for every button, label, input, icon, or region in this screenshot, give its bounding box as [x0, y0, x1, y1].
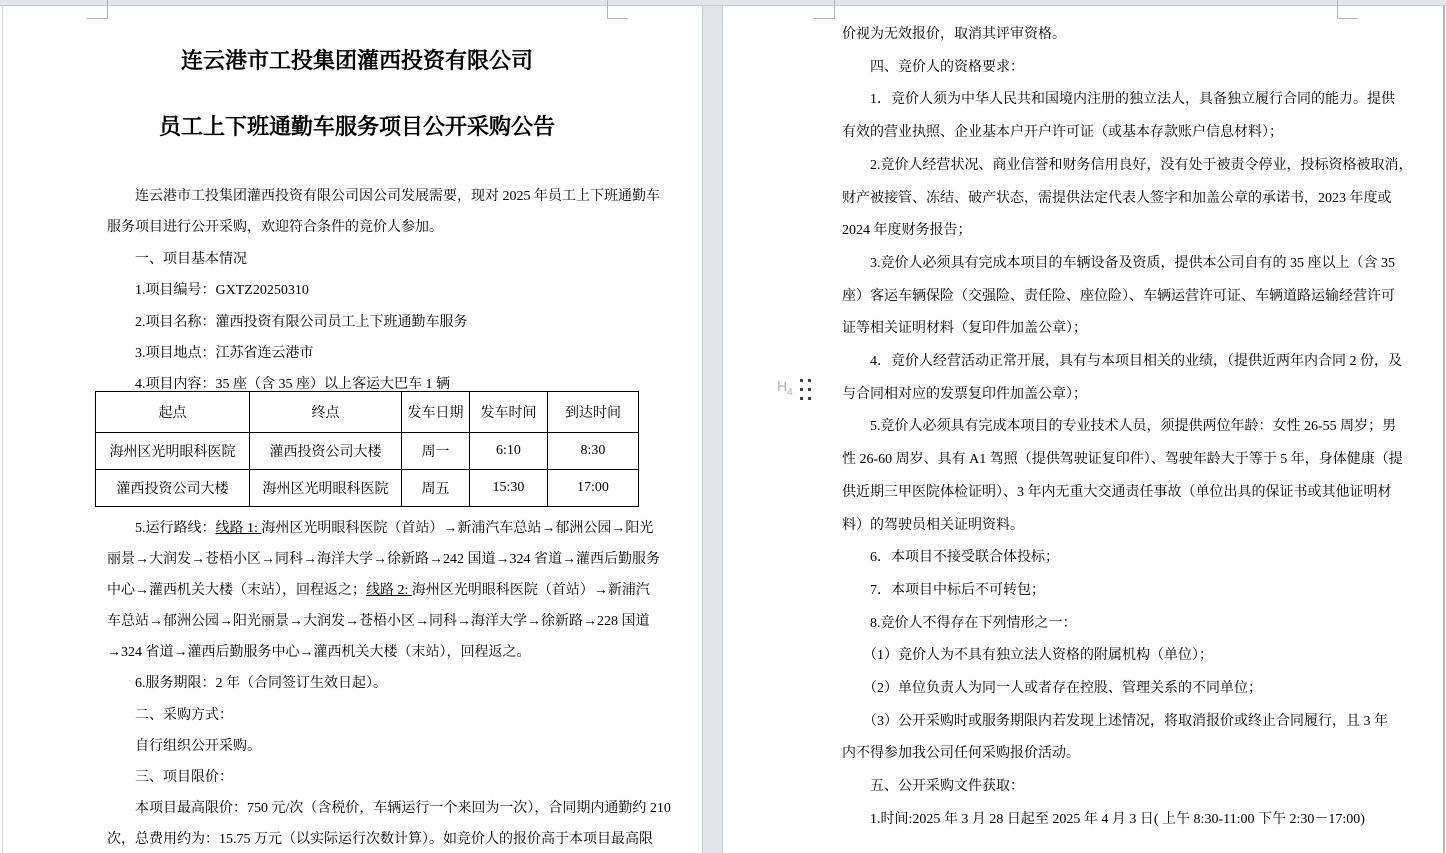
- text-line: 6.服务期限：2 年（合同签订生效日起）。: [107, 676, 387, 692]
- text-line: 4.项目内容：35 座（含 35 座）以上客运大巴车 1 辆: [107, 377, 450, 393]
- table-header-cell: 到达时间: [548, 392, 639, 433]
- text-line: 6．本项目不接受联合体投标；: [842, 550, 1059, 566]
- text-line: 5.运行路线：线路 1: 海州区光明眼科医院（首站）→新浦汽车总站→郁洲公园→阳光: [107, 521, 654, 536]
- text-line: 五、公开采购文件获取：: [842, 779, 1024, 795]
- page-right-border: [1443, 6, 1445, 853]
- text-line: 3.竞价人必须具有完成本项目的车辆设备及资质，提供本公司自有的 35 座以上（含 35: [842, 255, 1395, 271]
- text-line: 性 26-60 周岁、具有 A1 驾照（提供驾驶证复印件）、驾驶年龄大于等于 5 年，身体健康（提: [842, 452, 1403, 468]
- table-row: [96, 433, 639, 470]
- text-line: 与合同相对应的发票复印件加盖公章）；: [842, 386, 1087, 402]
- margin-mark-right-page-tl: [814, 0, 835, 19]
- text-line: 连云港市工投集团灌西投资有限公司因公司发展需要，现对 2025 年员工上下班通勤车: [107, 189, 660, 204]
- text-line: 1.时间:2025 年 3 月 28 日起至 2025 年 4 月 3 日( 上午 8:30-11:00 下午 2:30－17:00): [842, 811, 1365, 827]
- body-text-block: [107, 181, 660, 401]
- table-header-cell: 发车日期: [402, 392, 470, 433]
- margin-mark-right-page-tr: [1337, 0, 1358, 19]
- page-left-border: [2, 6, 3, 853]
- body-text-block: [107, 513, 671, 853]
- page-gutter: [702, 6, 723, 853]
- table-cell: 15:30: [470, 470, 548, 507]
- text-line: 二、采购方式：: [107, 707, 233, 723]
- table-cell: 海州区光明眼科医院: [250, 470, 402, 507]
- text-line: 价视为无效报价，取消其评审资格。: [842, 27, 1066, 42]
- table-cell: 灌西投资公司大楼: [250, 433, 402, 470]
- document-title-announcement: 员工上下班通勤车服务项目公开采购公告: [158, 114, 555, 139]
- text-line: 2.项目名称：灌西投资有限公司员工上下班通勤车服务: [107, 314, 468, 330]
- text-line: 四、竞价人的资格要求：: [842, 59, 1024, 75]
- text-line: 一、项目基本情况: [107, 251, 247, 267]
- table-cell: 周一: [402, 433, 470, 470]
- body-text-block: [842, 19, 1413, 837]
- window-top-strip: [0, 0, 1446, 6]
- heading-anchor: [777, 374, 811, 405]
- text-line: 1．竞价人须为中华人民共和国境内注册的独立法人，具备独立履行合同的能力。提供: [842, 92, 1395, 108]
- text-line: 本项目最高限价：750 元/次（含税价，车辆运行一个来回为一次），合同期内通勤约 210: [107, 800, 671, 816]
- table-header-cell: 起点: [96, 392, 250, 433]
- text-line: 财产被接管、冻结、破产状态，需提供法定代表人签字和加盖公章的承诺书，2023 年度或: [842, 190, 1392, 206]
- text-line: 有效的营业执照、企业基本户开户许可证（或基本存款账户信息材料）；: [842, 125, 1283, 141]
- text-line: 2024 年度财务报告；: [842, 223, 972, 239]
- text-line: 证等相关证明材料（复印件加盖公章）；: [842, 321, 1087, 337]
- text-line: 料）的驾驶员相关证明资料。: [842, 517, 1024, 533]
- text-line: 4．竞价人经营活动正常开展，具有与本项目相关的业绩，（提供近两年内合同 2 份，及: [842, 354, 1402, 370]
- text-line: （2）单位负责人为同一人或者存在控股、管理关系的不同单位；: [842, 681, 1262, 697]
- table-cell: 6:10: [470, 433, 548, 470]
- text-line: 5.竞价人必须具有完成本项目的专业技术人员，须提供两位年龄：女性 26-55 周岁；男: [842, 419, 1397, 435]
- text-line: 3.项目地点：江苏省连云港市: [107, 346, 314, 362]
- bus-schedule-table: [95, 391, 639, 507]
- table-cell: 8:30: [548, 433, 639, 470]
- text-line: 丽景→大润发→苍梧小区→同科→海洋大学→徐新路→242 国道→324 省道→灌西后勤服务: [107, 552, 660, 568]
- text-line: →324 省道→灌西后勤服务中心→灌西机关大楼（末站），回程返之。: [107, 645, 531, 661]
- table-row: [96, 470, 639, 507]
- table-cell: 周五: [402, 470, 470, 507]
- text-line: 2.竞价人经营状况、商业信誉和财务信用良好，没有处于被责令停业，投标资格被取消，: [842, 157, 1413, 173]
- drag-handle-icon[interactable]: [800, 379, 811, 400]
- text-line: 7．本项目中标后不可转包；: [842, 582, 1045, 598]
- heading-level-label: $H_4$: [777, 378, 793, 398]
- table-header-cell: 发车时间: [470, 392, 548, 433]
- table-header-cell: 终点: [250, 392, 402, 433]
- text-line: （1）竞价人为不具有独立法人资格的附属机构（单位）；: [842, 648, 1213, 664]
- text-line: 车总站→郁洲公园→阳光丽景→大润发→苍梧小区→同科→海洋大学→徐新路→228 国道: [107, 614, 650, 630]
- table-cell: 海州区光明眼科医院: [96, 433, 250, 470]
- text-line: 服务项目进行公开采购，欢迎符合条件的竞价人参加。: [107, 220, 443, 236]
- table-cell: 灌西投资公司大楼: [96, 470, 250, 507]
- table-cell: 17:00: [548, 470, 639, 507]
- text-line: 次，总费用约为：15.75 万元（以实际运行次数计算）。如竞价人的报价高于本项目最高限: [107, 831, 653, 847]
- text-line: 8.竞价人不得存在下列情形之一：: [842, 615, 1077, 631]
- text-line: 三、项目限价：: [107, 769, 233, 785]
- text-line: 中心→灌西机关大楼（末站），回程返之；线路 2: 海州区光明眼科医院（首站）→新浦汽: [107, 583, 650, 599]
- text-line: 座）客运车辆保险（交强险、责任险、座位险）、车辆运营许可证、车辆道路运输经营许可: [842, 288, 1395, 304]
- margin-mark-left-page-tl: [87, 0, 108, 19]
- text-line: 供近期三甲医院体检证明）、3 年内无重大交通责任事故（单位出具的保证书或其他证明材: [842, 484, 1392, 500]
- text-line: 自行组织公开采购。: [107, 738, 261, 754]
- document-title-company: 连云港市工投集团灌西投资有限公司: [180, 48, 533, 73]
- text-line: （3）公开采购时或服务期限内若发现上述情况，将取消报价或终止合同履行，且 3 年: [842, 713, 1388, 729]
- text-line: 1.项目编号：GXTZ20250310: [107, 283, 309, 299]
- text-line: 内不得参加我公司任何采购报价活动。: [842, 746, 1080, 762]
- margin-mark-left-page-tr: [607, 0, 628, 19]
